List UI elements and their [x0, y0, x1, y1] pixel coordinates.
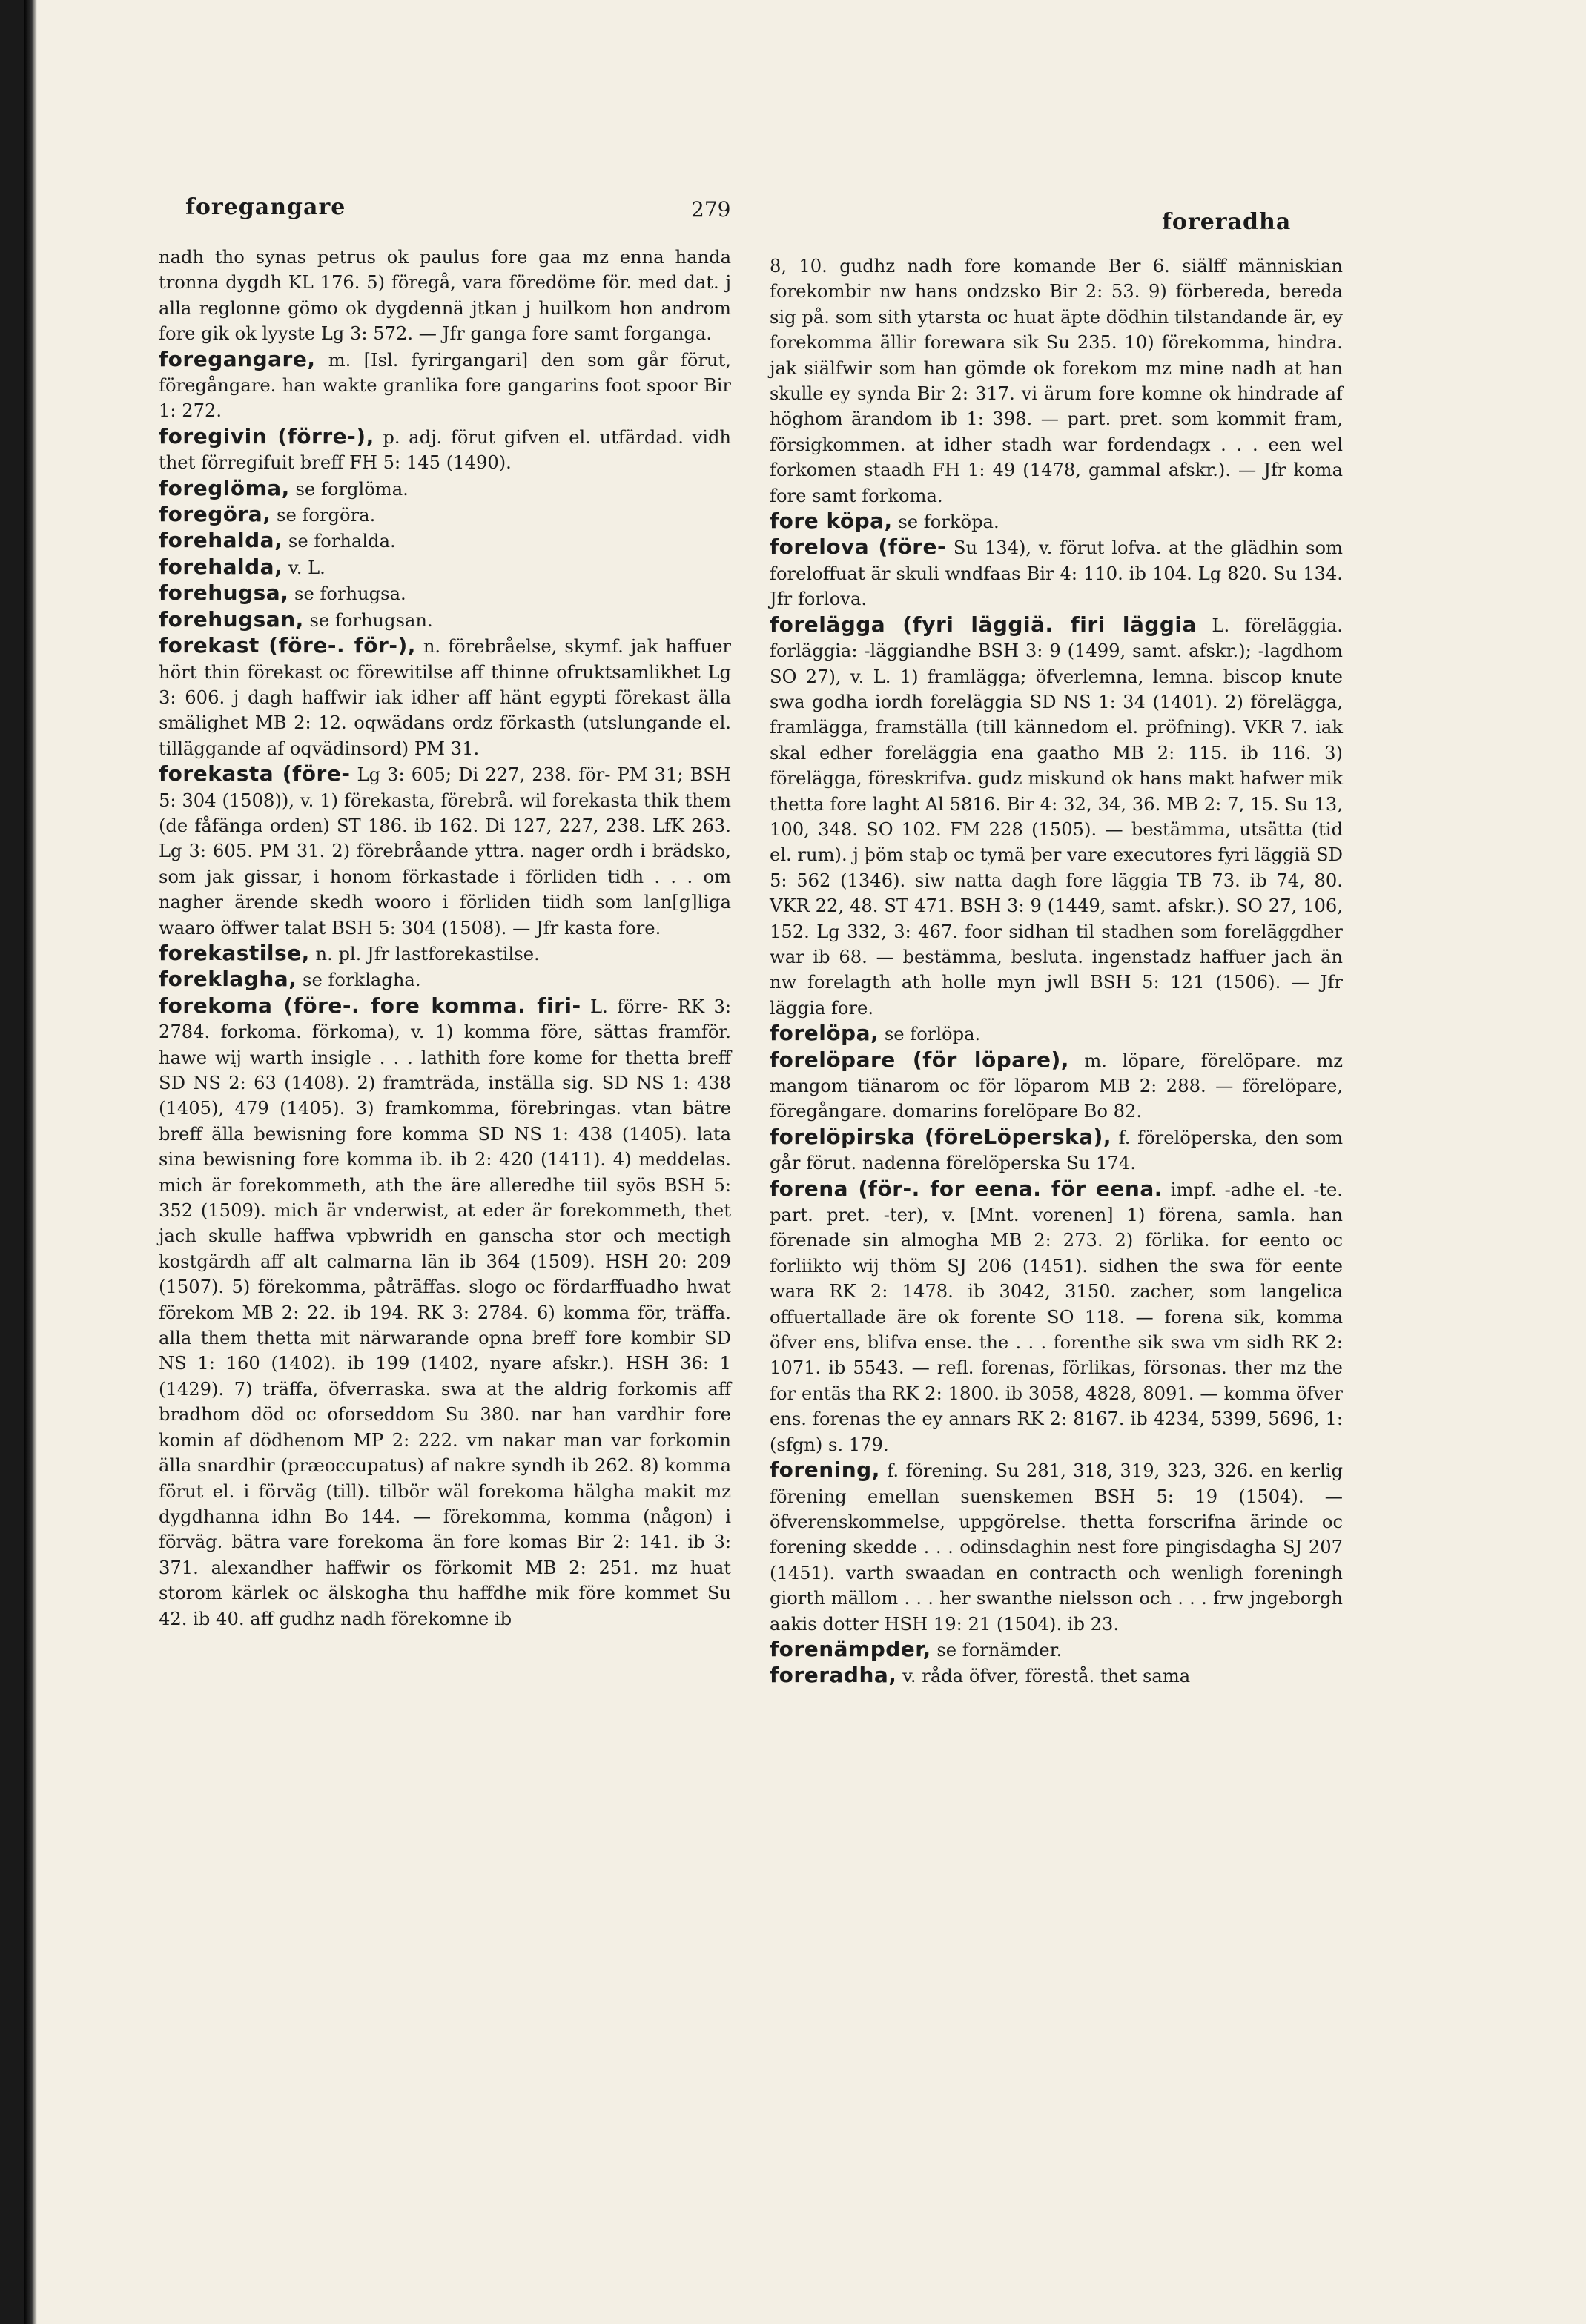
dictionary-entry — [159, 580, 731, 606]
entry-text: f. förening. Su 281, 318, 319, 323, 326. en kerlig förening emellan suenskemen BSH 5: 19 (1504). — öfverenskommelse, uppgörelse. thetta forscrifna ärinde oc forening skedde . . . odinsdaghin nest fore pingisdagha SJ 207 (1451). varth swaadan en contracth och wenligh foreningh giorth mällom . . . her swanthe nielsson och . . . frw jngeborgh aakis dotter HSH 19: 21 (1504). ib 23. — [770, 1460, 1343, 1635]
entry-headword: forekastilse, — [159, 940, 310, 965]
entry-text: Lg 3: 605; Di 227, 238. för- PM 31; BSH 5: 304 (1508)), v. 1) förekasta, förebrå. wil forekasta thik them (de fåfänga orden) ST 186. ib 162. Di 127, 227, 238. LfK 263. Lg 3: 605. PM 31. 2) förebråande yttra. nager ordh i brädsko, som jak gissar, i honom förkastade i förliden tidh . . . om nagher ärende skedh wooro i förliden tiidh som lan[g]liga waaro öffwer talat BSH 5: 304 (1508). — Jfr kasta fore. — [159, 764, 731, 938]
entry-headword: forehugsan, — [159, 606, 304, 632]
entry-text: se forhugsa. — [294, 583, 406, 605]
entry-headword: forekoma (före-. fore komma. firi- — [159, 993, 581, 1018]
dictionary-entry — [159, 607, 731, 633]
entry-text: m. löpare, förelöpare. mz mangom tiänarom oc för löparom MB 2: 288. — förelöpare, föregångare. domarins forelöpare Bo 82. — [770, 1050, 1343, 1122]
entry-headword: forekast (före-. för-), — [159, 633, 416, 658]
dictionary-entry — [159, 502, 731, 528]
entry-text: se forköpa. — [898, 512, 999, 533]
dictionary-entry — [770, 254, 1343, 509]
dictionary-entry — [770, 509, 1343, 534]
running-head-right: foreradha — [1162, 209, 1292, 235]
dictionary-entry — [770, 612, 1343, 1022]
dictionary-entry — [159, 528, 731, 554]
dictionary-entry — [159, 476, 731, 502]
entry-headword: forelöpare (för löpare), — [770, 1047, 1069, 1072]
entry-headword: forenämpder, — [770, 1636, 931, 1661]
entry-headword: forehalda, — [159, 528, 283, 553]
entry-text: v. råda öfver, förestå. thet sama — [902, 1666, 1191, 1687]
entry-text: n. pl. Jfr lastforekastilse. — [315, 943, 540, 964]
dictionary-entry — [770, 1021, 1343, 1047]
entry-text: L. föreläggia. forläggia: -läggiandhe BSH 3: 9 (1499, samt. afskr.); -lagdhom SO 27), v. L. 1) framlägga; öfverlemna, lemna. biscop knute swa godha iordh foreläggia SD NS 1: 34 (1401). 2) förelägga, framlägga, framställa (till kännedom el. pröfning). VKR 7. iak skal edher foreläggia ena gaatho MB 2: 115. ib 116. 3) förelägga, föreskrifva. gudz miskund ok hans makt hafwer mik thetta fore laght Al 5816. Bir 4: 32, 34, 36. MB 2: 7, 15. Su 13, 100, 348. SO 102. FM 228 (1505). — bestämma, utsätta (tid el. rum). j þöm staþ oc tymä þer vare executores fyri läggiä SD 5: 562 (1346). siw natta dagh fore läggia TB 73. ib 74, 80. VKR 22, 48. ST 471. BSH 3: 9 (1449, samt. afskr.). SO 27, 106, 152. Lg 332, 3: 467. foor sidhan til stadhen som foreläggdher war ib 68. — bestämma, besluta. ingenstadz haffuer jach än nw forelagth ath holle myn jwll BSH 5: 121 (1506). — Jfr läggia fore. — [770, 615, 1344, 1019]
entry-headword: forelägga (fyri läggiä. firi läggia — [770, 612, 1197, 637]
entry-headword: foregöra, — [159, 502, 271, 527]
dictionary-entry — [159, 424, 731, 476]
entry-headword: forena (för-. for eena. för eena. — [770, 1176, 1163, 1201]
dictionary-page — [24, 0, 1586, 2324]
entry-text: se fornämder. — [936, 1639, 1063, 1661]
entry-text: v. L. — [288, 557, 326, 578]
entry-headword: forekasta (före- — [159, 761, 351, 787]
dictionary-entry — [159, 967, 731, 993]
entry-text: se forklagha. — [303, 970, 421, 991]
dictionary-entry — [159, 761, 731, 941]
dictionary-entry — [159, 633, 731, 761]
entry-text: nadh tho synas petrus ok paulus fore gaa mz enna handa tronna dygdh KL 176. 5) föregå, vara föredöme för. med dat. j alla reglonne gömo ok dygdennä jtkan j huilkom hon androm fore gik ok lyyste Lg 3: 572. — Jfr ganga fore samt forganga. — [159, 247, 731, 345]
entry-headword: foreradha, — [770, 1663, 897, 1688]
page-number: 279 — [691, 197, 731, 222]
dictionary-entry — [770, 1457, 1343, 1637]
entry-headword: forehugsa, — [159, 580, 289, 606]
entry-text: se forhugsan. — [309, 609, 433, 631]
dictionary-entry — [770, 1047, 1343, 1125]
dictionary-entry — [770, 1176, 1343, 1457]
entry-text: se forgöra. — [277, 505, 376, 526]
dictionary-entry — [159, 347, 731, 424]
entry-text: m. [Isl. fyrirgangari] den som går förut, föregångare. han wakte granlika fore gangarins foot spoor Bir 1: 272. — [159, 349, 731, 422]
entry-text: se forhalda. — [288, 531, 396, 552]
dictionary-entry — [770, 534, 1343, 612]
entry-text: n. förebråelse, skymf. jak haffuer hört thin förekast oc förewitilse aff thinne ofruktsamlikhet Lg 3: 606. j dagh haffwir iak idher aff hänt egypti förekast älla smälighet MB 2: 12. oqwädans ordz förkasth (utslungande el. tilläggande af oqvädinsord) PM 31. — [159, 636, 731, 759]
dictionary-entry — [770, 1125, 1343, 1176]
dictionary-entry — [770, 1637, 1343, 1663]
page-edge — [24, 0, 37, 2324]
entry-headword: forelova (före- — [770, 534, 947, 560]
dictionary-entry — [159, 941, 731, 967]
entry-text: f. förelöperska, den som går förut. nadenna förelöperska Su 174. — [770, 1127, 1343, 1174]
entry-headword: forelöpirska (föreLöperska), — [770, 1124, 1111, 1149]
entry-text: 8, 10. gudhz nadh fore komande Ber 6. siälff människian forekombir nw hans ondzsko Bir 2: 53. 9) förbereda, bereda sig på. som sith ytarsta oc huat äpte dödhin tilstandande är, ey forekomma ällir forewara sik Su 235. 10) förekomma, hindra. jak siälfwir som han gömde ok forekom mz mine nadh at han skulle ey synda Bir 2: 317. vi ärum fore komne ok hindrade af höghom ärandom ib 1: 398. — part. pret. som kommit fram, försigkommen. at idher stadh war fordendagx . . . een wel forkomen staadh FH 1: 49 (1478, gammal afskr.). — Jfr koma fore samt forkoma. — [770, 256, 1343, 506]
right-column — [770, 254, 1343, 1689]
entry-headword: foreglöma, — [159, 475, 290, 500]
dictionary-entry — [159, 554, 731, 580]
entry-text: L. förre- RK 3: 2784. forkoma. förkoma), v. 1) komma före, sättas framför. hawe wij warth insigle . . . lathith fore kome for thetta breff SD NS 2: 63 (1408). 2) framträda, inställa sig. SD NS 1: 438 (1405), 479 (1405). 3) framkomma, förebringas. vtan bätre breff älla bewisning fore komma SD NS 1: 438 (1405). lata sina bewisning fore komma ib. ib 2: 420 (1411). 4) meddelas. mich är forekommeth, ath the äre alleredhe tiil syös BSH 5: 352 (1509). mich är vnderwist, at eder är forekommeth, thet jach skulle haffwa vpbwridh en ganscha stor och mectigh kostgärdh aff alt calmarna län ib 364 (1509). HSH 20: 209 (1507). 5) förekomma, påträffas. slogo oc fördarffuadho hwat förekom MB 2: 22. ib 194. RK 3: 2784. 6) komma för, träffa. alla them thetta mit närwarande opna breff fore kombir SD NS 1: 160 (1402). ib 199 (1402, nyare afskr.). HSH 36: 1 (1429). 7) träffa, öfverraska. swa at the aldrig forkomis aff bradhom död oc oforseddom Su 380. nar han vardhir fore komin af dödhenom MP 2: 222. vm nakar man var forkomin älla snardhir (præoccupatus) af nakre syndh ib 262. 8) komma förut el. i förväg (till). tilbör wäl forekoma hälgha makit mz dygdhanna idhn Bo 144. — förekomma, komma (någon) i förväg. bätra vare forekoma än fore komas Bir 2: 141. ib 3: 371. alexandher haffwir os förkomit MB 2: 251. mz huat storom kärlek oc älskogha thu haffdhe mik före kommet Su 42. ib 40. aff gudhz nadh förekomne ib — [159, 996, 731, 1629]
entry-text: se forlöpa. — [884, 1024, 981, 1045]
entry-headword: foregivin (förre-), — [159, 423, 374, 448]
entry-headword: forehalda, — [159, 554, 283, 579]
entry-text: se forglöma. — [295, 478, 409, 500]
entry-headword: foreklagha, — [159, 967, 297, 992]
dictionary-entry — [159, 993, 731, 1632]
entry-text: Su 134), v. förut lofva. at the glädhin som foreloffuat är skuli wndfaas Bir 4: 110. ib 104. Lg 820. Su 134. Jfr forlova. — [770, 537, 1343, 610]
entry-text: p. adj. förut gifven el. utfärdad. vidh thet förregifuit breff FH 5: 145 (1490). — [159, 426, 732, 474]
entry-text: impf. -adhe el. -te. part. pret. -ter), v. [Mnt. vorenen] 1) förena, samla. han förenade sin almogha MB 2: 273. 2) förlika. for eento oc forliikto wij thöm SJ 206 (1451). sidhen the swa för eente wara RK 2: 1478. ib 3042, 3150. zacher, som langelica offuertallade äre ok forente SO 118. — forena sik, komma öfver ens, blifva ense. the . . . forenthe sik swa vm sidh RK 2: 1071. ib 5543. — refl. forenas, förlikas, försonas. ther mz the for entäs tha RK 2: 1800. ib 3058, 4828, 8091. — komma öfver ens. forenas the ey annars RK 2: 8167. ib 4234, 5399, 5696, 1: (sfgn) s. 179. — [770, 1179, 1343, 1455]
entry-headword: fore köpa, — [770, 509, 893, 534]
entry-headword: forening, — [770, 1457, 880, 1483]
dictionary-entry — [770, 1663, 1343, 1689]
left-column — [159, 245, 731, 1632]
running-head-left: foregangare — [185, 194, 346, 220]
entry-headword: forelöpa, — [770, 1021, 879, 1046]
entry-headword: foregangare, — [159, 346, 316, 371]
dictionary-entry — [159, 245, 731, 347]
